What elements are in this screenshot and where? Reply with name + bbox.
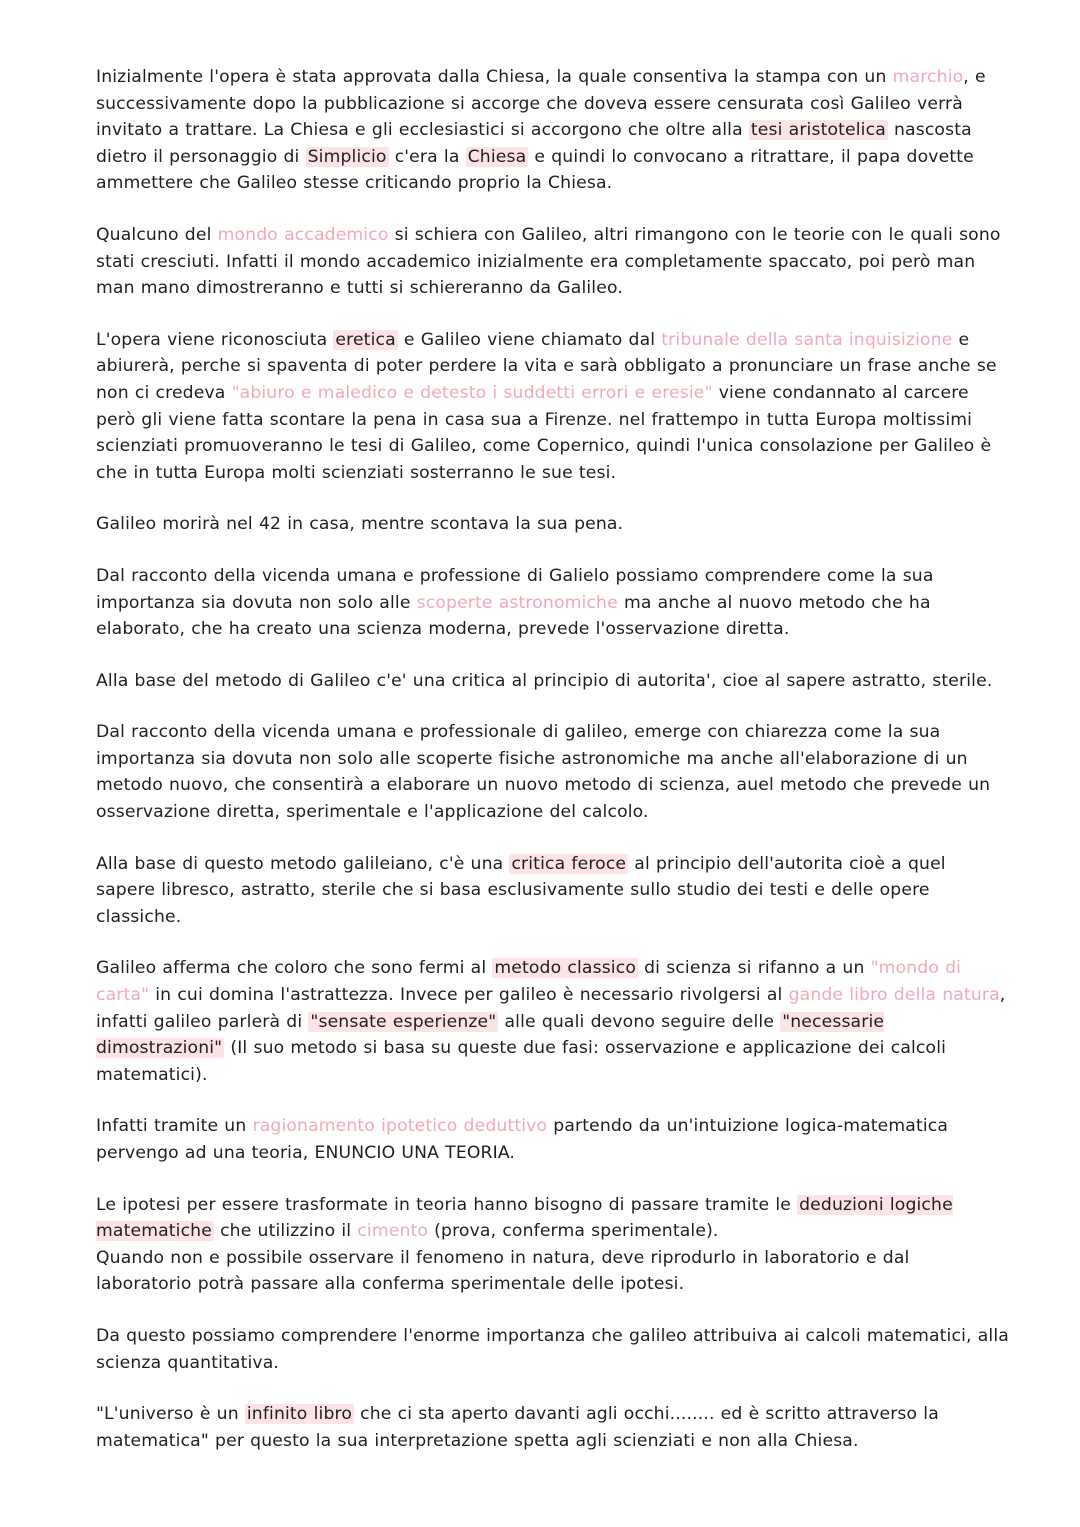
text-run: che ci sta aperto davanti agli occhi........ ed è scritto attraverso la matematica" per questo la sua interpretazione spetta agli scienziati e non alla Chiesa. (96, 1404, 939, 1451)
paragraph-11 (96, 1192, 1010, 1298)
paragraph-10 (96, 1113, 1010, 1166)
text-run: ma anche al nuovo metodo che ha elaborato, che ha creato una scienza moderna, prevede l'osservazione diretta. (96, 592, 931, 640)
text-run: Inizialmente l'opera è stata approvata dalla Chiesa, la quale consentiva la stampa con un (96, 67, 893, 87)
text-run: e Galileo viene chiamato dal (397, 329, 662, 350)
text-run: Quando non e possibile osservare il fenomeno in natura, deve riprodurlo in laboratorio e dal laboratorio potrà passare alla conferma sperimentale delle ipotesi. (96, 1247, 910, 1295)
notes-body (96, 64, 1010, 1454)
text-run: , infatti galileo parlerà di (96, 985, 1006, 1032)
text-run: in cui domina l'astrattezza. Invece per galileo è necessario rivolgersi al (149, 985, 789, 1006)
text-run: di scienza si rifanno a un (638, 958, 871, 979)
pink-term: "abiuro e maledico e detesto i suddetti errori e eresie" (231, 382, 713, 403)
text-run: Alla base del metodo di Galileo c'e' una critica al principio di autorita', cioe al sapere astratto, sterile. (96, 670, 993, 691)
text-run: partendo da un'intuizione logica-matematica pervengo ad una teoria, ENUNCIO UNA TEORIA. (96, 1116, 949, 1163)
text-run: , e successivamente dopo la pubblicazione si accorge che doveva essere censurata così Galileo verrà invitato a trattare. La Chiesa e gli ecclesiastici si accorgono che oltre alla (96, 67, 986, 141)
highlighted-term: Chiesa (467, 146, 527, 167)
highlighted-term: deduzioni logiche matematiche (96, 1194, 953, 1242)
text-run: (prova, conferma sperimentale). (428, 1221, 719, 1242)
pink-term: mondo accademico (217, 224, 389, 245)
paragraph-3 (96, 327, 1010, 487)
text-run: Le ipotesi per essere trasformate in teoria hanno bisogno di passare tramite le (96, 1194, 798, 1215)
text-run: Alla base di questo metodo galileiano, c'è una (96, 853, 510, 874)
highlighted-term: metodo classico (494, 958, 636, 979)
pink-term: cimento (357, 1221, 429, 1242)
paragraph-8 (96, 851, 1010, 931)
text-run: e abiurerà, perche si spaventa di poter perdere la vita e sarà obbligato a pronunciare un frase anche se non ci credeva (96, 329, 997, 403)
highlighted-term: "necessarie dimostrazioni" (96, 1011, 885, 1059)
text-run: Dal racconto della vicenda umana e professionale di galileo, emerge con chiarezza come la sua importanza sia dovuta non solo alle scoperte fisiche astronomiche ma anche all'elaborazione di un metodo nuovo, che consentirà a elaborare un nuovo metodo di scienza, auel metodo che prevede un osservazione diretta, sperimentale e l'applicazione del calcolo. (96, 722, 991, 823)
text-run: nascosta dietro il personaggio di (96, 120, 972, 167)
pink-term: "mondo di carta" (96, 958, 962, 1006)
text-run: e quindi lo convocano a ritrattare, il papa dovette ammettere che Galileo stesse criticando proprio la Chiesa. (96, 146, 974, 194)
paragraph-4 (96, 511, 1010, 538)
text-run: alle quali devono seguire delle (498, 1011, 781, 1032)
highlighted-term: critica feroce (511, 853, 627, 874)
text-run: "L'universo è un (96, 1404, 245, 1425)
paragraph-6 (96, 668, 1010, 695)
pink-term: ragionamento ipotetico deduttivo (252, 1116, 548, 1137)
text-run: Qualcuno del (96, 224, 218, 245)
text-run: Galileo morirà nel 42 in casa, mentre scontava la sua pena. (96, 514, 624, 535)
highlighted-term: tesi aristotelica (750, 120, 886, 141)
text-run: che utilizzino il (213, 1221, 358, 1242)
paragraph-9 (96, 955, 1010, 1088)
paragraph-7 (96, 719, 1010, 825)
text-run: si schiera con Galileo, altri rimangono con le teorie con le quali sono stati cresciuti. Infatti il mondo accademico inizialmente era completamente spaccato, poi però man man mano dimostreranno e tutti si schiereranno da Galileo. (96, 224, 1001, 299)
text-run: Galileo afferma che coloro che sono fermi al (96, 958, 493, 979)
paragraph-13 (96, 1401, 1010, 1454)
text-run: L'opera viene riconosciuta (96, 329, 334, 350)
highlighted-term: "sensate esperienze" (310, 1011, 497, 1032)
text-run: (Il suo metodo si basa su queste due fasi: osservazione e applicazione dei calcoli matematici). (96, 1038, 947, 1085)
text-run: Dal racconto della vicenda umana e professione di Galielo possiamo comprendere come la sua importanza sia dovuta non solo alle (96, 565, 934, 613)
text-run: c'era la (388, 146, 466, 167)
text-run: Da questo possiamo comprendere l'enorme importanza che galileo attribuiva ai calcoli matematici, alla scienza quantitativa. (96, 1325, 1009, 1373)
paragraph-5 (96, 563, 1010, 643)
pink-term: scoperte astronomiche (416, 592, 618, 613)
highlighted-term: eretica (335, 329, 396, 350)
paragraph-2 (96, 222, 1010, 302)
pink-term: marchio (892, 67, 964, 87)
paragraph-12 (96, 1323, 1010, 1376)
highlighted-term: infinito libro (246, 1404, 353, 1425)
text-run: Infatti tramite un (96, 1116, 253, 1137)
text-run: al principio dell'autorita cioè a quel sapere libresco, astratto, sterile che si basa esclusivamente sullo studio dei testi e delle opere classiche. (96, 853, 946, 927)
highlighted-term: Simplicio (307, 146, 387, 167)
pink-term: gande libro della natura (788, 985, 1000, 1006)
pink-term: tribunale della santa inquisizione (661, 329, 953, 350)
text-run: viene condannato al carcere però gli viene fatta scontare la pena in casa sua a Firenze. nel frattempo in tutta Europa moltissimi scienziati promuoveranno le tesi di Galileo, come Copernico, quindi l'unica consolazione per Galileo è che in tutta Europa molti scienziati sosterranno le sue tesi. (96, 382, 992, 483)
paragraph-1 (96, 64, 1010, 197)
